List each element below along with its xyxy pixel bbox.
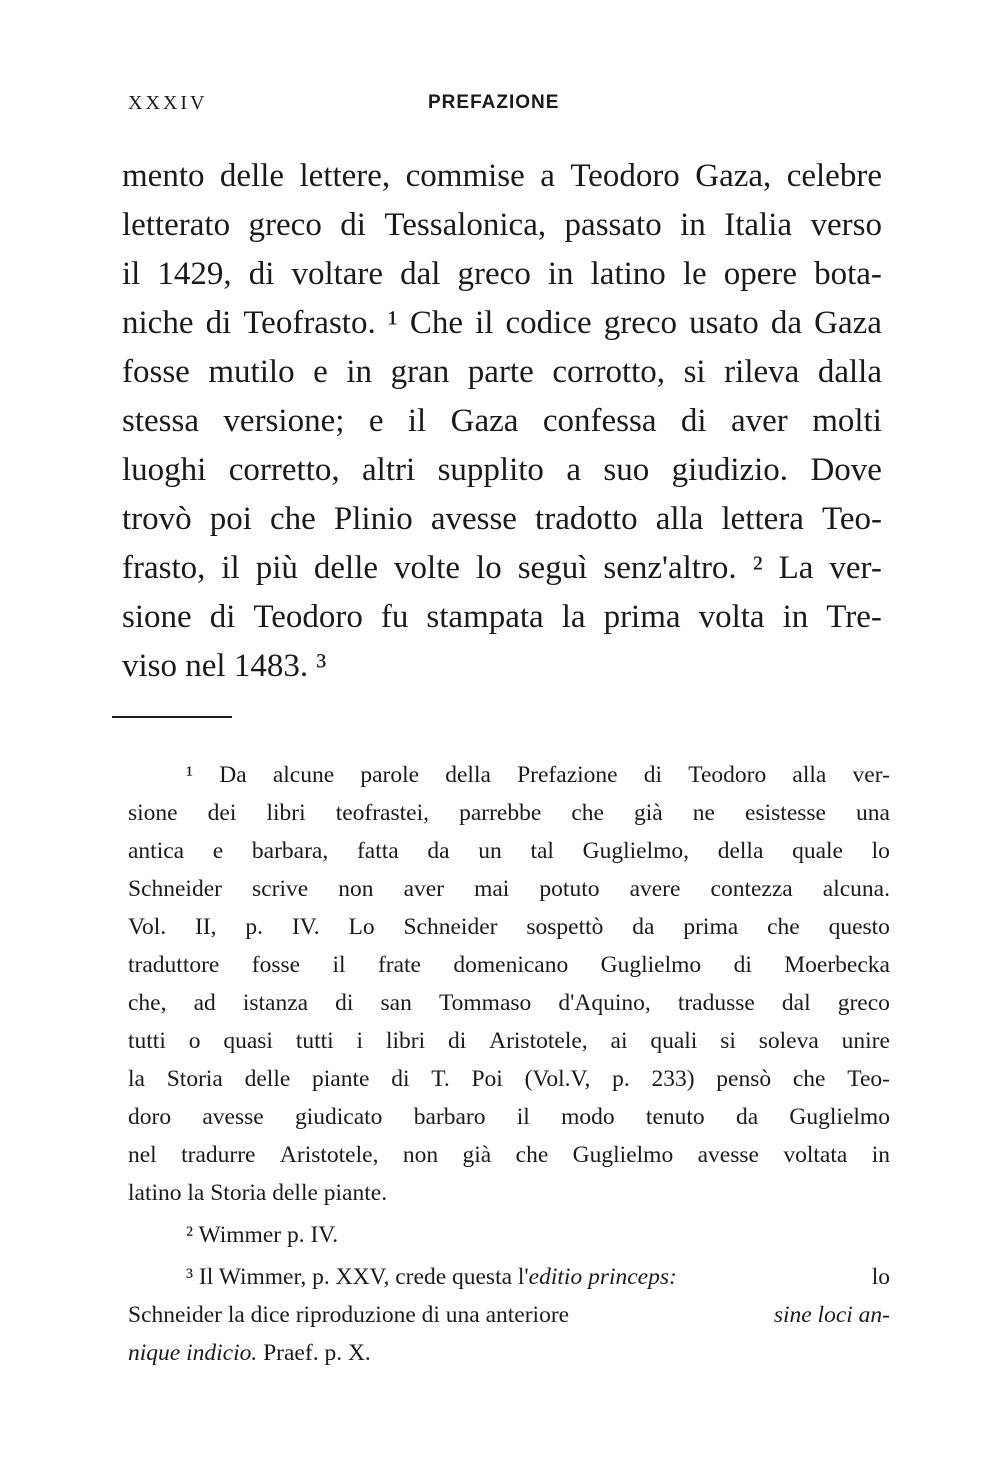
- word: dalla: [817, 354, 882, 390]
- word: Che: [409, 305, 463, 341]
- word: giudicato: [294, 1104, 383, 1130]
- word: barbara,: [251, 838, 329, 864]
- word: Tre-: [826, 599, 882, 635]
- word: Teodoro: [570, 158, 680, 194]
- word: II,: [195, 914, 217, 940]
- word: già: [634, 800, 663, 826]
- word: da: [632, 914, 655, 940]
- word: ²: [752, 550, 763, 586]
- word: luoghi: [122, 452, 207, 488]
- word: Lo: [348, 914, 375, 940]
- word: scrive: [252, 876, 309, 902]
- word: Prefazione: [517, 762, 618, 788]
- word: usato: [689, 305, 759, 341]
- footnote-3-line: nique indicio. Praef. p. X.: [128, 1340, 371, 1366]
- word: pensò: [716, 1066, 772, 1092]
- footnote-separator: [112, 716, 232, 718]
- word: letterato: [122, 207, 231, 243]
- word: corrotto,: [552, 354, 666, 390]
- page-number: XXXIV: [128, 92, 208, 114]
- word: mai: [474, 876, 510, 902]
- word: supplito: [437, 452, 544, 488]
- word: domenicano: [453, 952, 569, 978]
- word: Storia: [166, 1066, 223, 1092]
- word: dei: [207, 800, 237, 826]
- footnotes: [128, 756, 890, 1372]
- word: alcuna.: [822, 876, 890, 902]
- footnote-line: [128, 984, 890, 1022]
- word: aver: [731, 403, 788, 439]
- word: ne: [692, 800, 715, 826]
- word: p.: [612, 1066, 630, 1092]
- word: la: [128, 1066, 145, 1092]
- word: da: [735, 1104, 759, 1130]
- running-title: PREFAZIONE: [428, 92, 560, 113]
- word: parte: [467, 354, 534, 390]
- word: sospettò: [526, 914, 604, 940]
- text-line: viso nel 1483. ³: [122, 648, 327, 684]
- word: una: [856, 800, 890, 826]
- word: san: [380, 990, 412, 1016]
- word: che,: [128, 990, 167, 1016]
- word: la: [561, 599, 586, 635]
- word: alla: [655, 501, 704, 537]
- word: libri: [266, 800, 306, 826]
- word: Teo-: [822, 501, 882, 537]
- word: fu: [380, 599, 409, 635]
- word: si: [720, 1028, 736, 1054]
- footnote-line: [128, 870, 890, 908]
- word: di: [335, 990, 354, 1016]
- word: parole: [360, 762, 420, 788]
- word: avesse: [430, 501, 517, 537]
- word: avesse: [202, 1104, 264, 1130]
- word: Teo-: [847, 1066, 890, 1092]
- word: volte: [394, 550, 461, 586]
- word: senz'altro.: [603, 550, 737, 586]
- word: sione: [128, 800, 178, 826]
- text-line: [122, 250, 882, 299]
- word: mutilo: [208, 354, 295, 390]
- word: libri: [385, 1028, 426, 1054]
- word: aver: [403, 876, 445, 902]
- word: il: [332, 952, 346, 978]
- word: non: [338, 876, 374, 902]
- word: che: [270, 501, 316, 537]
- word: a: [566, 452, 581, 488]
- footnote-line: [128, 1022, 890, 1060]
- word: traduttore: [128, 952, 220, 978]
- word: verso: [810, 207, 882, 243]
- word: lo: [476, 550, 502, 586]
- word: il: [122, 256, 141, 292]
- word: Guglielmo: [789, 1104, 890, 1130]
- word: alcune: [272, 762, 335, 788]
- word: 1429,: [157, 256, 232, 292]
- word: lo: [871, 838, 890, 864]
- word: tal: [530, 838, 554, 864]
- footnote-line: [128, 1060, 890, 1098]
- word: volta: [698, 599, 765, 635]
- word: greco: [457, 256, 531, 292]
- word: Schneider: [128, 876, 222, 902]
- word: corretto,: [228, 452, 340, 488]
- word: p.: [245, 914, 264, 940]
- word: già: [462, 1142, 492, 1168]
- word: barbaro: [413, 1104, 486, 1130]
- word: commise: [405, 158, 525, 194]
- word: Tommaso: [438, 990, 532, 1016]
- footnote-3-line: ³ Il Wimmer, p. XXV, crede questa l'editio princeps: lo: [128, 1258, 890, 1296]
- word: non: [402, 1142, 439, 1168]
- word: si: [683, 354, 706, 390]
- word: contezza: [710, 876, 793, 902]
- word: avere: [629, 876, 681, 902]
- word: quasi: [223, 1028, 273, 1054]
- word: da: [427, 838, 450, 864]
- word: greco: [837, 990, 890, 1016]
- text-line: [122, 544, 882, 593]
- word: frasto,: [122, 550, 206, 586]
- footnote-line: latino la Storia delle piante.: [128, 1180, 388, 1206]
- text-line: [122, 201, 882, 250]
- word: quali: [650, 1028, 698, 1054]
- word: quale: [792, 838, 843, 864]
- footnote-line: [128, 908, 890, 946]
- word: avesse: [697, 1142, 759, 1168]
- word: fosse: [251, 952, 301, 978]
- word: suo: [603, 452, 650, 488]
- main-text: [122, 152, 882, 691]
- word: rileva: [724, 354, 800, 390]
- word: codice: [505, 305, 592, 341]
- word: voltare: [291, 256, 384, 292]
- word: Schneider: [403, 914, 498, 940]
- word: celebre: [786, 158, 882, 194]
- word: Gaza: [814, 305, 882, 341]
- word: che: [792, 1066, 826, 1092]
- word: questo: [828, 914, 890, 940]
- word: gran: [390, 354, 450, 390]
- word: il: [221, 550, 240, 586]
- footnote-line: [128, 756, 890, 794]
- word: o: [188, 1028, 201, 1054]
- word: in: [871, 1142, 890, 1168]
- word: esistesse: [745, 800, 826, 826]
- word: Gaza,: [695, 158, 772, 194]
- word: seguì: [517, 550, 588, 586]
- word: Teofrasto.: [243, 305, 376, 341]
- text-line: [122, 495, 882, 544]
- word: potuto: [539, 876, 600, 902]
- word: un: [478, 838, 502, 864]
- word: soleva: [758, 1028, 819, 1054]
- word: le: [682, 256, 707, 292]
- word: La: [778, 550, 814, 586]
- word: mento: [122, 158, 205, 194]
- word: Teodoro: [253, 599, 363, 635]
- word: tutti: [128, 1028, 166, 1054]
- footnote-3-line: Schneider la dice riproduzione di una anteriore sine loci an-: [128, 1302, 890, 1328]
- word: in: [346, 354, 373, 390]
- word: di: [205, 305, 232, 341]
- word: di: [340, 207, 366, 243]
- word: tradotto: [535, 501, 638, 537]
- word: T.: [431, 1066, 450, 1092]
- word: dal: [400, 256, 441, 292]
- word: il: [516, 1104, 530, 1130]
- word: a: [540, 158, 555, 194]
- word: Plinio: [333, 501, 413, 537]
- word: fosse: [122, 354, 190, 390]
- word: delle: [219, 158, 285, 194]
- word: il: [407, 403, 427, 439]
- word: dal: [781, 990, 811, 1016]
- footnote-2: ² Wimmer p. IV.: [186, 1222, 339, 1248]
- footnote-3-text: ³ Il Wimmer, p. XXV, crede questa l'editio princeps:: [186, 1264, 677, 1290]
- text-line: [122, 397, 882, 446]
- word: greco: [248, 207, 322, 243]
- word: delle: [313, 550, 379, 586]
- page-header: [128, 92, 888, 124]
- word: ¹: [186, 762, 194, 788]
- word: tenuto: [645, 1104, 705, 1130]
- word: i: [356, 1028, 364, 1054]
- word: di: [391, 1066, 410, 1092]
- word: Vol.: [128, 914, 167, 940]
- word: di: [643, 762, 663, 788]
- word: prima: [603, 599, 681, 635]
- word: delle: [244, 1066, 291, 1092]
- word: tradurre: [181, 1142, 256, 1168]
- word: di: [680, 403, 707, 439]
- word: ¹: [387, 305, 398, 341]
- word: Guglielmo: [600, 952, 702, 978]
- word: istanza: [242, 990, 309, 1016]
- word: doro: [128, 1104, 172, 1130]
- word: altri: [362, 452, 416, 488]
- word: tradusse: [677, 990, 755, 1016]
- word: Teodoro: [688, 762, 767, 788]
- footnote-line: [128, 946, 890, 984]
- word: Guglielmo: [572, 1142, 674, 1168]
- word: Tessalonica,: [384, 207, 547, 243]
- word: della: [445, 762, 491, 788]
- word: tutti: [295, 1028, 334, 1054]
- footnote-line: [128, 794, 890, 832]
- word: Poi: [471, 1066, 503, 1092]
- word: Moerbecka: [784, 952, 890, 978]
- word: stampata: [426, 599, 544, 635]
- word: teofrastei,: [335, 800, 429, 826]
- word: stessa: [122, 403, 199, 439]
- word: di: [447, 1028, 467, 1054]
- word: poi: [209, 501, 252, 537]
- word: trovò: [122, 501, 192, 537]
- word: di: [733, 952, 752, 978]
- word: voltata: [783, 1142, 848, 1168]
- word: 233): [651, 1066, 695, 1092]
- word: prima: [683, 914, 739, 940]
- word: e: [313, 354, 328, 390]
- word: più: [255, 550, 298, 586]
- word: (Vol.V,: [524, 1066, 591, 1092]
- text-line: [122, 593, 882, 642]
- word: fatta: [356, 838, 399, 864]
- word: Italia: [724, 207, 793, 243]
- word: niche: [122, 305, 194, 341]
- word: versione;: [223, 403, 345, 439]
- footnote-line: [128, 832, 890, 870]
- text-line: [122, 446, 882, 495]
- text-line: [122, 299, 882, 348]
- word: della: [717, 838, 764, 864]
- word: molti: [812, 403, 882, 439]
- footnote-line: [128, 1136, 890, 1174]
- word: greco: [603, 305, 678, 341]
- word: in: [547, 256, 574, 292]
- word: latino: [590, 256, 666, 292]
- word: d'Aquino,: [558, 990, 651, 1016]
- word: Dove: [810, 452, 882, 488]
- text-line: [122, 348, 882, 397]
- word: confessa: [542, 403, 657, 439]
- word: ad: [193, 990, 216, 1016]
- word: alla: [792, 762, 827, 788]
- word: e: [212, 838, 224, 864]
- word: il: [475, 305, 494, 341]
- word: che: [571, 800, 604, 826]
- word: di: [209, 599, 236, 635]
- word: di: [248, 256, 275, 292]
- text-line: [122, 152, 882, 201]
- footnote-line: [128, 1098, 890, 1136]
- word: e: [368, 403, 384, 439]
- word: modo: [561, 1104, 615, 1130]
- word: parrebbe: [459, 800, 542, 826]
- word: frate: [377, 952, 421, 978]
- word: sione: [122, 599, 192, 635]
- word: piante: [312, 1066, 370, 1092]
- word: passato: [564, 207, 662, 243]
- word: opere: [723, 256, 798, 292]
- word: IV.: [291, 914, 320, 940]
- word: che: [767, 914, 800, 940]
- word: nel: [128, 1142, 157, 1168]
- word: in: [680, 207, 706, 243]
- word: Guglielmo,: [582, 838, 690, 864]
- word: lettera: [721, 501, 804, 537]
- word: antica: [128, 838, 185, 864]
- word: ver-: [852, 762, 890, 788]
- word: lettere,: [299, 158, 391, 194]
- word: ai: [610, 1028, 628, 1054]
- word: Aristotele,: [279, 1142, 379, 1168]
- word: in: [782, 599, 809, 635]
- word: giudizio.: [671, 452, 789, 488]
- word: che: [515, 1142, 549, 1168]
- word: da: [770, 305, 803, 341]
- word: Gaza: [450, 403, 519, 439]
- word: unire: [841, 1028, 890, 1054]
- word: Da: [219, 762, 247, 788]
- word: Aristotele,: [489, 1028, 588, 1054]
- word: bota-: [814, 256, 882, 292]
- word: ver-: [829, 550, 882, 586]
